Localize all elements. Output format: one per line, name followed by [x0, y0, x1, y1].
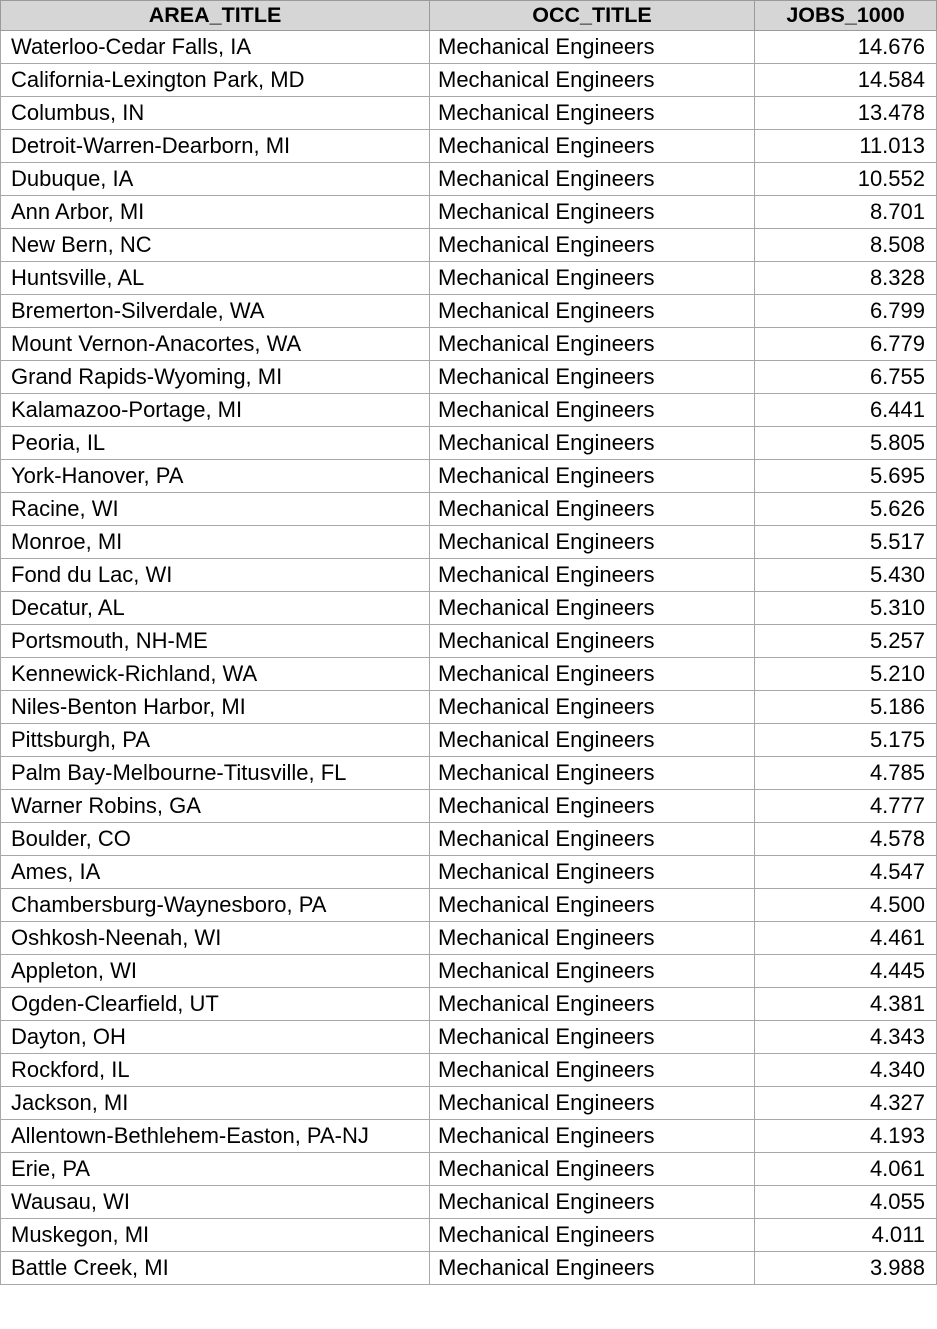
cell-occ-title[interactable]: Mechanical Engineers	[430, 427, 755, 460]
cell-occ-title[interactable]: Mechanical Engineers	[430, 724, 755, 757]
cell-occ-title[interactable]: Mechanical Engineers	[430, 559, 755, 592]
cell-jobs-1000[interactable]: 6.441	[755, 394, 937, 427]
cell-occ-title[interactable]: Mechanical Engineers	[430, 262, 755, 295]
table-row	[1, 988, 937, 1021]
cell-occ-title[interactable]: Mechanical Engineers	[430, 1252, 755, 1285]
cell-occ-title[interactable]: Mechanical Engineers	[430, 988, 755, 1021]
cell-occ-title[interactable]: Mechanical Engineers	[430, 757, 755, 790]
cell-area-title[interactable]: Jackson, MI	[1, 1087, 430, 1120]
cell-area-title[interactable]: Palm Bay-Melbourne-Titusville, FL	[1, 757, 430, 790]
cell-area-title[interactable]: Erie, PA	[1, 1153, 430, 1186]
cell-occ-title[interactable]: Mechanical Engineers	[430, 889, 755, 922]
cell-area-title[interactable]: Allentown-Bethlehem-Easton, PA-NJ	[1, 1120, 430, 1153]
table-row	[1, 625, 937, 658]
cell-jobs-1000[interactable]: 5.186	[755, 691, 937, 724]
cell-occ-title[interactable]: Mechanical Engineers	[430, 592, 755, 625]
cell-jobs-1000[interactable]: 8.328	[755, 262, 937, 295]
cell-jobs-1000[interactable]: 4.340	[755, 1054, 937, 1087]
cell-jobs-1000[interactable]: 3.988	[755, 1252, 937, 1285]
cell-jobs-1000[interactable]: 14.676	[755, 31, 937, 64]
table-row	[1, 295, 937, 328]
cell-area-title[interactable]: Dayton, OH	[1, 1021, 430, 1054]
cell-jobs-1000[interactable]: 4.343	[755, 1021, 937, 1054]
cell-area-title[interactable]: Mount Vernon-Anacortes, WA	[1, 328, 430, 361]
cell-occ-title[interactable]: Mechanical Engineers	[430, 493, 755, 526]
cell-area-title[interactable]: Waterloo-Cedar Falls, IA	[1, 31, 430, 64]
table-row	[1, 31, 937, 64]
cell-occ-title[interactable]: Mechanical Engineers	[430, 196, 755, 229]
table-row	[1, 526, 937, 559]
cell-occ-title[interactable]: Mechanical Engineers	[430, 1153, 755, 1186]
table-row	[1, 1021, 937, 1054]
cell-area-title[interactable]: York-Hanover, PA	[1, 460, 430, 493]
table-row	[1, 559, 937, 592]
cell-occ-title[interactable]: Mechanical Engineers	[430, 1219, 755, 1252]
table-row	[1, 163, 937, 196]
header-row	[1, 1, 937, 31]
table-row	[1, 64, 937, 97]
cell-jobs-1000[interactable]: 5.805	[755, 427, 937, 460]
cell-occ-title[interactable]: Mechanical Engineers	[430, 658, 755, 691]
table-row	[1, 724, 937, 757]
cell-occ-title[interactable]: Mechanical Engineers	[430, 1087, 755, 1120]
table-row	[1, 856, 937, 889]
cell-occ-title[interactable]: Mechanical Engineers	[430, 790, 755, 823]
table-row	[1, 493, 937, 526]
cell-occ-title[interactable]: Mechanical Engineers	[430, 823, 755, 856]
cell-area-title[interactable]: Bremerton-Silverdale, WA	[1, 295, 430, 328]
cell-area-title[interactable]: Wausau, WI	[1, 1186, 430, 1219]
table-row	[1, 1252, 937, 1285]
cell-area-title[interactable]: Ann Arbor, MI	[1, 196, 430, 229]
cell-jobs-1000[interactable]: 4.547	[755, 856, 937, 889]
cell-occ-title[interactable]: Mechanical Engineers	[430, 691, 755, 724]
table-row	[1, 1186, 937, 1219]
cell-occ-title[interactable]: Mechanical Engineers	[430, 1054, 755, 1087]
cell-occ-title[interactable]: Mechanical Engineers	[430, 856, 755, 889]
cell-area-title[interactable]: Kalamazoo-Portage, MI	[1, 394, 430, 427]
cell-area-title[interactable]: Dubuque, IA	[1, 163, 430, 196]
cell-occ-title[interactable]: Mechanical Engineers	[430, 97, 755, 130]
cell-jobs-1000[interactable]: 5.626	[755, 493, 937, 526]
table-row	[1, 328, 937, 361]
cell-area-title[interactable]: Niles-Benton Harbor, MI	[1, 691, 430, 724]
cell-jobs-1000[interactable]: 6.799	[755, 295, 937, 328]
table-row	[1, 889, 937, 922]
cell-jobs-1000[interactable]: 4.193	[755, 1120, 937, 1153]
cell-jobs-1000[interactable]: 5.210	[755, 658, 937, 691]
cell-area-title[interactable]: Chambersburg-Waynesboro, PA	[1, 889, 430, 922]
cell-occ-title[interactable]: Mechanical Engineers	[430, 229, 755, 262]
table-row	[1, 691, 937, 724]
cell-area-title[interactable]: Rockford, IL	[1, 1054, 430, 1087]
table-row	[1, 460, 937, 493]
cell-jobs-1000[interactable]: 5.695	[755, 460, 937, 493]
cell-area-title[interactable]: New Bern, NC	[1, 229, 430, 262]
cell-jobs-1000[interactable]: 13.478	[755, 97, 937, 130]
cell-area-title[interactable]: Fond du Lac, WI	[1, 559, 430, 592]
cell-jobs-1000[interactable]: 4.061	[755, 1153, 937, 1186]
table-row	[1, 394, 937, 427]
cell-occ-title[interactable]: Mechanical Engineers	[430, 1186, 755, 1219]
table-row	[1, 757, 937, 790]
column-header-jobs-1000[interactable]: JOBS_1000	[755, 1, 937, 31]
table-row	[1, 1120, 937, 1153]
cell-occ-title[interactable]: Mechanical Engineers	[430, 955, 755, 988]
table-row	[1, 955, 937, 988]
cell-occ-title[interactable]: Mechanical Engineers	[430, 163, 755, 196]
cell-area-title[interactable]: Ames, IA	[1, 856, 430, 889]
table-row	[1, 1087, 937, 1120]
cell-jobs-1000[interactable]: 4.011	[755, 1219, 937, 1252]
cell-jobs-1000[interactable]: 4.785	[755, 757, 937, 790]
cell-area-title[interactable]: Kennewick-Richland, WA	[1, 658, 430, 691]
cell-jobs-1000[interactable]: 8.701	[755, 196, 937, 229]
cell-occ-title[interactable]: Mechanical Engineers	[430, 1120, 755, 1153]
table-row	[1, 1153, 937, 1186]
cell-occ-title[interactable]: Mechanical Engineers	[430, 394, 755, 427]
cell-area-title[interactable]: Detroit-Warren-Dearborn, MI	[1, 130, 430, 163]
cell-jobs-1000[interactable]: 14.584	[755, 64, 937, 97]
cell-occ-title[interactable]: Mechanical Engineers	[430, 361, 755, 394]
cell-occ-title[interactable]: Mechanical Engineers	[430, 64, 755, 97]
cell-area-title[interactable]: Decatur, AL	[1, 592, 430, 625]
cell-area-title[interactable]: Oshkosh-Neenah, WI	[1, 922, 430, 955]
cell-jobs-1000[interactable]: 4.461	[755, 922, 937, 955]
cell-jobs-1000[interactable]: 5.517	[755, 526, 937, 559]
table-row	[1, 97, 937, 130]
table-row	[1, 130, 937, 163]
table-row	[1, 790, 937, 823]
cell-area-title[interactable]: Battle Creek, MI	[1, 1252, 430, 1285]
cell-jobs-1000[interactable]: 4.578	[755, 823, 937, 856]
cell-occ-title[interactable]: Mechanical Engineers	[430, 31, 755, 64]
cell-occ-title[interactable]: Mechanical Engineers	[430, 295, 755, 328]
cell-area-title[interactable]: Portsmouth, NH-ME	[1, 625, 430, 658]
cell-jobs-1000[interactable]: 5.310	[755, 592, 937, 625]
cell-occ-title[interactable]: Mechanical Engineers	[430, 328, 755, 361]
cell-area-title[interactable]: Racine, WI	[1, 493, 430, 526]
cell-occ-title[interactable]: Mechanical Engineers	[430, 922, 755, 955]
cell-occ-title[interactable]: Mechanical Engineers	[430, 526, 755, 559]
cell-jobs-1000[interactable]: 4.327	[755, 1087, 937, 1120]
cell-occ-title[interactable]: Mechanical Engineers	[430, 1021, 755, 1054]
cell-jobs-1000[interactable]: 4.445	[755, 955, 937, 988]
cell-jobs-1000[interactable]: 5.430	[755, 559, 937, 592]
table-row	[1, 229, 937, 262]
table-row	[1, 592, 937, 625]
cell-jobs-1000[interactable]: 8.508	[755, 229, 937, 262]
cell-occ-title[interactable]: Mechanical Engineers	[430, 130, 755, 163]
table-row	[1, 823, 937, 856]
cell-area-title[interactable]: Pittsburgh, PA	[1, 724, 430, 757]
table-row	[1, 922, 937, 955]
cell-occ-title[interactable]: Mechanical Engineers	[430, 625, 755, 658]
table-row	[1, 1219, 937, 1252]
cell-jobs-1000[interactable]: 4.500	[755, 889, 937, 922]
cell-area-title[interactable]: Columbus, IN	[1, 97, 430, 130]
cell-jobs-1000[interactable]: 5.257	[755, 625, 937, 658]
table-row	[1, 196, 937, 229]
cell-jobs-1000[interactable]: 4.777	[755, 790, 937, 823]
cell-area-title[interactable]: Appleton, WI	[1, 955, 430, 988]
table-row	[1, 1054, 937, 1087]
cell-jobs-1000[interactable]: 6.755	[755, 361, 937, 394]
cell-jobs-1000[interactable]: 4.055	[755, 1186, 937, 1219]
cell-area-title[interactable]: Huntsville, AL	[1, 262, 430, 295]
cell-area-title[interactable]: Grand Rapids-Wyoming, MI	[1, 361, 430, 394]
cell-jobs-1000[interactable]: 11.013	[755, 130, 937, 163]
cell-area-title[interactable]: Warner Robins, GA	[1, 790, 430, 823]
table-row	[1, 658, 937, 691]
cell-jobs-1000[interactable]: 5.175	[755, 724, 937, 757]
cell-occ-title[interactable]: Mechanical Engineers	[430, 460, 755, 493]
column-header-area-title[interactable]: AREA_TITLE	[1, 1, 430, 31]
table-row	[1, 262, 937, 295]
cell-area-title[interactable]: Peoria, IL	[1, 427, 430, 460]
cell-jobs-1000[interactable]: 6.779	[755, 328, 937, 361]
column-header-occ-title[interactable]: OCC_TITLE	[430, 1, 755, 31]
cell-jobs-1000[interactable]: 4.381	[755, 988, 937, 1021]
cell-area-title[interactable]: Ogden-Clearfield, UT	[1, 988, 430, 1021]
cell-area-title[interactable]: Boulder, CO	[1, 823, 430, 856]
table-row	[1, 361, 937, 394]
table-row	[1, 427, 937, 460]
table-body	[1, 31, 937, 1285]
cell-area-title[interactable]: California-Lexington Park, MD	[1, 64, 430, 97]
cell-area-title[interactable]: Monroe, MI	[1, 526, 430, 559]
cell-area-title[interactable]: Muskegon, MI	[1, 1219, 430, 1252]
cell-jobs-1000[interactable]: 10.552	[755, 163, 937, 196]
